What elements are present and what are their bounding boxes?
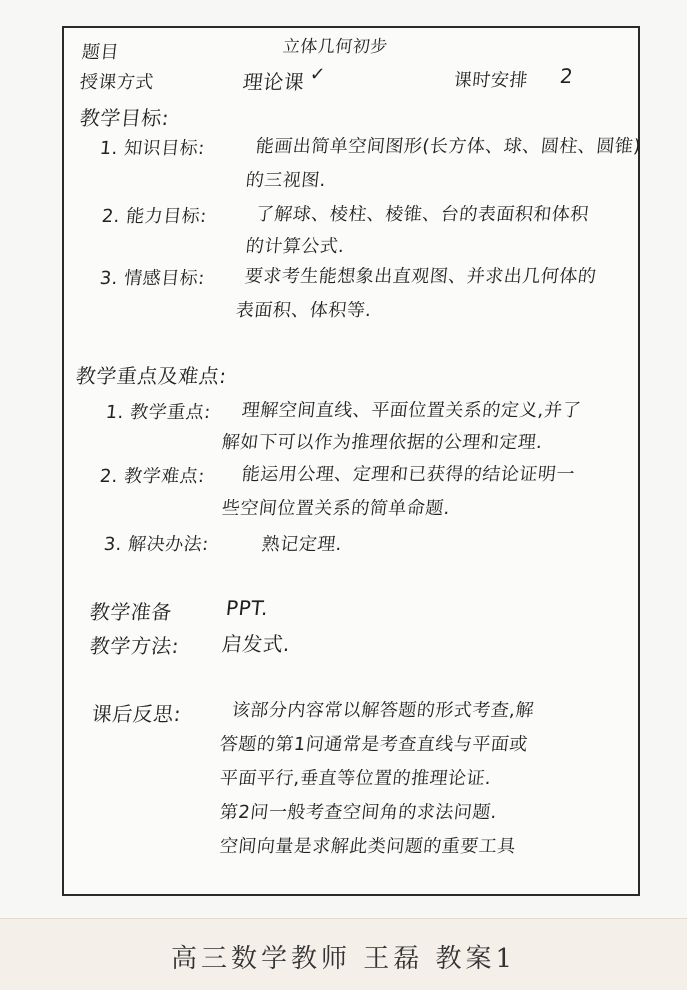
reflection-line-4: 第2问一般考查空间角的求法问题.	[218, 802, 499, 823]
reflection-line-1: 该部分内容常以解答题的形式考查,解	[230, 700, 536, 721]
lesson-type-value: 理论课	[241, 70, 306, 94]
knowledge-objective-label: 1. 知识目标:	[98, 138, 206, 159]
teaching-focus-line-2: 解如下可以作为推理依据的公理和定理.	[220, 432, 544, 453]
lesson-type-label: 授课方式	[78, 72, 155, 93]
emotion-objective-line-1: 要求考生能想象出直观图、并求出几何体的	[243, 266, 598, 287]
key-points-heading: 教学重点及难点:	[74, 364, 228, 388]
ability-objective-label: 2. 能力目标:	[100, 206, 208, 227]
solution-label: 3. 解决办法:	[102, 534, 210, 555]
preparation-label: 教学准备	[88, 600, 174, 624]
topic-value: 立体几何初步	[281, 37, 389, 57]
reflection-label: 课后反思:	[90, 702, 183, 726]
method-value: 启发式.	[220, 632, 292, 656]
check-mark-icon: ✓	[308, 64, 327, 85]
preparation-value: PPT.	[224, 596, 270, 620]
objectives-heading: 教学目标:	[78, 106, 171, 130]
reflection-line-3: 平面平行,垂直等位置的推理论证.	[218, 768, 493, 789]
ability-objective-line-1: 了解球、棱柱、棱锥、台的表面积和体积	[254, 204, 590, 225]
teaching-difficulty-label: 2. 教学难点:	[98, 466, 206, 487]
page-caption: 高三数学教师 王磊 教案1	[170, 944, 517, 974]
teaching-focus-line-1: 理解空间直线、平面位置关系的定义,并了	[240, 400, 583, 421]
knowledge-objective-line-2: 的三视图.	[244, 170, 328, 191]
emotion-objective-line-2: 表面积、体积等.	[234, 300, 373, 321]
solution-value: 熟记定理.	[260, 534, 344, 555]
emotion-objective-label: 3. 情感目标:	[98, 268, 206, 289]
topic-label: 题目	[80, 42, 120, 63]
ability-objective-line-2: 的计算公式.	[244, 236, 346, 257]
periods-label: 课时安排	[452, 70, 529, 91]
reflection-line-2: 答题的第1问通常是考查直线与平面或	[218, 734, 529, 755]
teaching-difficulty-line-2: 些空间位置关系的简单命题.	[220, 498, 452, 519]
method-label: 教学方法:	[88, 634, 181, 658]
reflection-line-5: 空间向量是求解此类问题的重要工具	[218, 836, 517, 857]
knowledge-objective-line-1: 能画出简单空间图形(长方体、球、圆柱、圆锥)	[254, 136, 642, 157]
teaching-difficulty-line-1: 能运用公理、定理和已获得的结论证明一	[240, 464, 576, 485]
periods-value: 2	[558, 64, 575, 88]
teaching-focus-label: 1. 教学重点:	[104, 402, 212, 423]
